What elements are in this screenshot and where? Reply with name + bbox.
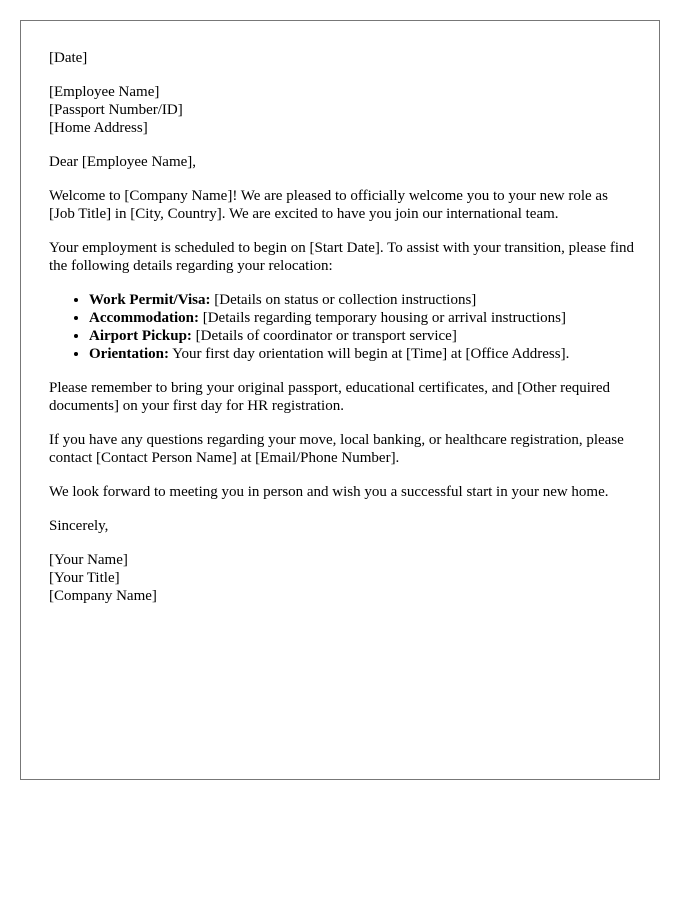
signature-name: [Your Name] [49, 552, 128, 568]
signature-block [49, 551, 635, 605]
orientation-text: Your first day orientation will begin at [Time] at [Office Address]. [169, 346, 570, 362]
welcome-paragraph: Welcome to [Company Name]! We are pleased to officially welcome you to your new role as [Job Title] in [City, Country]. We are excited to have you join our international team. [49, 188, 608, 222]
list-item-work-permit [89, 291, 635, 309]
accommodation-label: Accommodation: [89, 310, 199, 326]
work-permit-text: [Details on status or collection instructions] [210, 292, 477, 308]
airport-pickup-label: Airport Pickup: [89, 328, 192, 344]
airport-pickup-text: [Details of coordinator or transport service] [191, 328, 457, 344]
list-item-orientation [89, 345, 635, 363]
work-permit-label: Work Permit/Visa: [89, 292, 211, 308]
signature-company: [Company Name] [49, 588, 157, 604]
letter-date: [Date] [49, 50, 88, 66]
closing-salutation: Sincerely, [49, 518, 109, 534]
start-date-paragraph: Your employment is scheduled to begin on [Start Date]. To assist with your transition, please find the following details regarding your relocation: [49, 240, 634, 274]
orientation-label: Orientation: [89, 346, 169, 362]
accommodation-text: [Details regarding temporary housing or arrival instructions] [198, 310, 566, 326]
letter-page [20, 20, 660, 780]
closing-paragraph: We look forward to meeting you in person and wish you a successful start in your new home. [49, 484, 609, 500]
contact-paragraph: If you have any questions regarding your move, local banking, or healthcare registration, please contact [Contact Person Name] at [Email/Phone Number]. [49, 432, 624, 466]
documents-paragraph: Please remember to bring your original passport, educational certificates, and [Other required documents] on your first day for HR registration. [49, 380, 611, 414]
salutation: Dear [Employee Name], [49, 154, 197, 170]
recipient-block [49, 83, 635, 137]
list-item-accommodation [89, 309, 635, 327]
recipient-passport: [Passport Number/ID] [49, 102, 183, 118]
signature-title: [Your Title] [49, 570, 120, 586]
relocation-details-list [49, 291, 635, 363]
recipient-address: [Home Address] [49, 120, 148, 136]
recipient-name: [Employee Name] [49, 84, 160, 100]
letter-body [49, 49, 635, 621]
list-item-airport-pickup [89, 327, 635, 345]
